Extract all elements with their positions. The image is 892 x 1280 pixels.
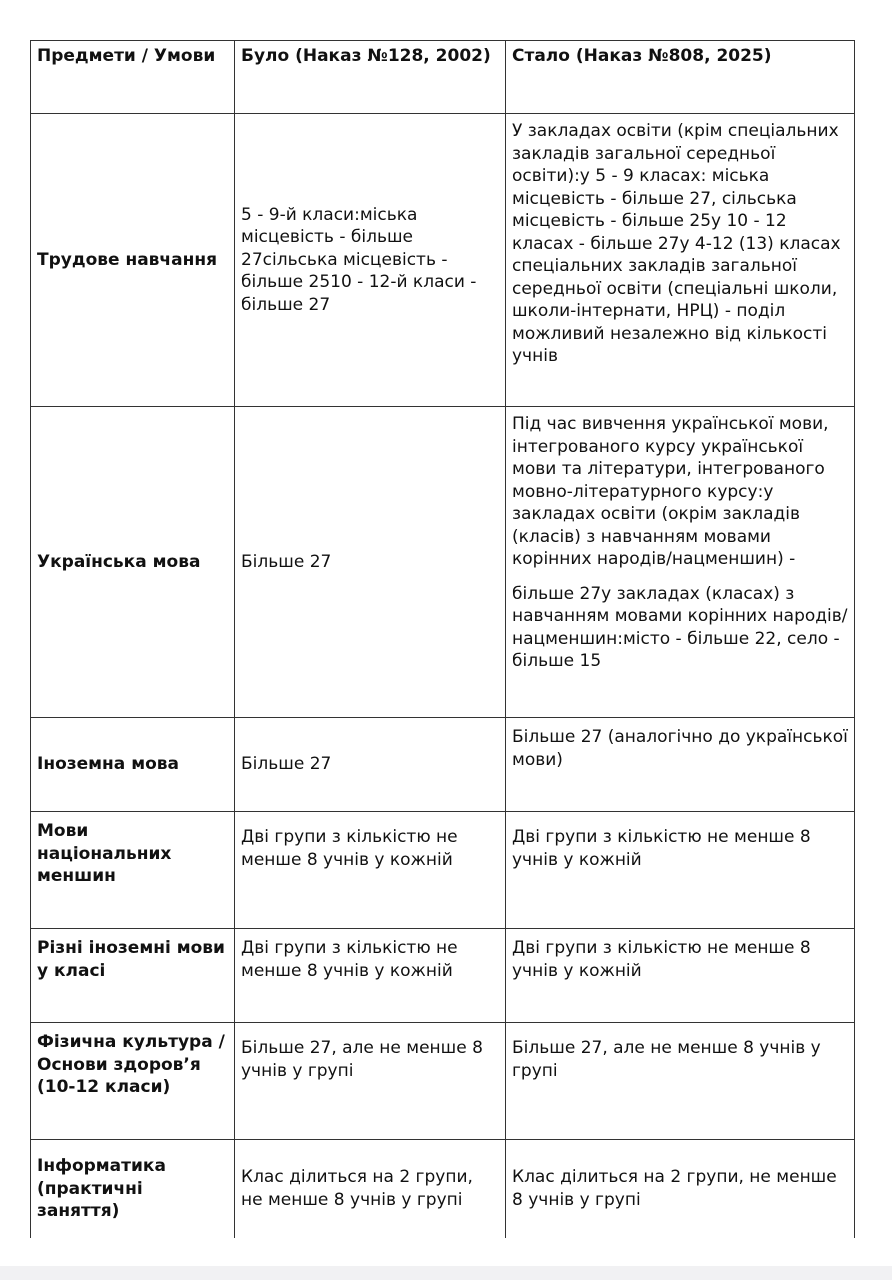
- row-subject: Різні іноземні мови у класі: [31, 929, 235, 1023]
- row-after: Більше 27 (аналогічно до української мови): [506, 718, 855, 812]
- row-subject: Іноземна мова: [31, 718, 235, 812]
- row-subject: Українська мова: [31, 407, 235, 718]
- table-row: [31, 812, 855, 929]
- header-subjects: Предмети / Умови: [31, 41, 235, 114]
- comparison-table: [30, 40, 855, 1238]
- row-before: Клас ділиться на 2 групи, не менше 8 учнів у групі: [235, 1140, 506, 1238]
- header-after: Стало (Наказ №808, 2025): [506, 41, 855, 114]
- row-after: Дві групи з кількістю не менше 8 учнів у кожній: [506, 812, 855, 929]
- row-subject: Інформатика (практичні заняття): [31, 1140, 235, 1238]
- row-before: Дві групи з кількістю не менше 8 учнів у кожній: [235, 812, 506, 929]
- table-header-row: [31, 41, 855, 114]
- row-after: У закладах освіти (крім спеціальних закладів загальної середньої освіти):у 5 - 9 класах: міська місцевість - більше 27, сільська місцевість - більше 25у 10 - 12 класах - більше 27у 4-12 (13) класах спеціальних закладів загальної середньої освіти (спеціальні школи, школи-інтернати, НРЦ) - поділ можливий незалежно від кількості учнів: [506, 114, 855, 407]
- row-before: Дві групи з кількістю не менше 8 учнів у кожній: [235, 929, 506, 1023]
- row-after: Клас ділиться на 2 групи, не менше 8 учнів у групі: [506, 1140, 855, 1238]
- table-row: [31, 407, 855, 718]
- row-before: Більше 27, але не менше 8 учнів у групі: [235, 1023, 506, 1140]
- header-before: Було (Наказ №128, 2002): [235, 41, 506, 114]
- row-subject: Мови національних меншин: [31, 812, 235, 929]
- table-row: [31, 929, 855, 1023]
- bottom-band: [0, 1266, 892, 1280]
- row-after-paragraph: Під час вивчення української мови, інтегрованого курсу української мови та літератури, інтегрованого мовно-літературного курсу:у закладах освіти (окрім закладів (класів) з навчанням мовами корінних народів/нацменшин) -: [512, 414, 829, 569]
- row-before: Більше 27: [235, 407, 506, 718]
- row-subject: Фізична культура / Основи здоров’я (10-12 класи): [31, 1023, 235, 1140]
- table-row: [31, 718, 855, 812]
- row-before: Більше 27: [235, 718, 506, 812]
- table-row: [31, 114, 855, 407]
- row-after: Дві групи з кількістю не менше 8 учнів у кожній: [506, 929, 855, 1023]
- row-after: Більше 27, але не менше 8 учнів у групі: [506, 1023, 855, 1140]
- table-row: [31, 1023, 855, 1140]
- row-before: 5 - 9-й класи:міська місцевість - більше 27сільська місцевість - більше 2510 - 12-й класи - більше 27: [235, 114, 506, 407]
- row-subject: Трудове навчання: [31, 114, 235, 407]
- table-row: [31, 1140, 855, 1238]
- row-after-paragraph: більше 27у закладах (класах) з навчанням мовами корінних народів/нацменшин:місто - більше 22, село - більше 15: [512, 583, 848, 671]
- row-after: [506, 407, 855, 718]
